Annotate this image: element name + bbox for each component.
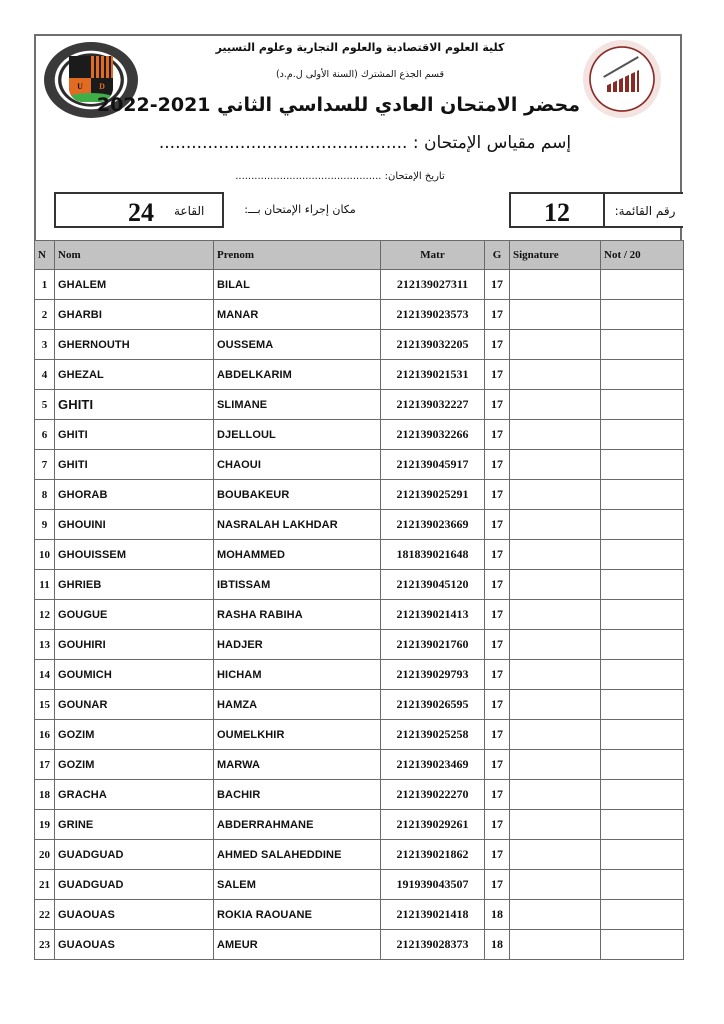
group-number: 17 <box>485 600 510 630</box>
group-number: 17 <box>485 330 510 360</box>
grade-cell[interactable] <box>601 630 684 660</box>
table-row <box>35 510 684 540</box>
row-number: 21 <box>35 870 55 900</box>
signature-cell[interactable] <box>510 420 601 450</box>
signature-cell[interactable] <box>510 930 601 960</box>
last-name: GHOUISSEM <box>55 540 214 570</box>
row-number: 9 <box>35 510 55 540</box>
first-name: SALEM <box>214 870 381 900</box>
table-row <box>35 870 684 900</box>
registration-number: 212139021531 <box>381 360 485 390</box>
signature-cell[interactable] <box>510 690 601 720</box>
table-row <box>35 900 684 930</box>
group-number: 17 <box>485 390 510 420</box>
table-row <box>35 540 684 570</box>
row-number: 23 <box>35 930 55 960</box>
signature-cell[interactable] <box>510 810 601 840</box>
last-name: GRACHA <box>55 780 214 810</box>
signature-cell[interactable] <box>510 510 601 540</box>
signature-cell[interactable] <box>510 750 601 780</box>
group-number: 17 <box>485 690 510 720</box>
grade-cell[interactable] <box>601 660 684 690</box>
signature-cell[interactable] <box>510 630 601 660</box>
table-row <box>35 630 684 660</box>
registration-number: 212139021413 <box>381 600 485 630</box>
row-number: 1 <box>35 270 55 300</box>
first-name: HADJER <box>214 630 381 660</box>
group-number: 17 <box>485 660 510 690</box>
registration-number: 212139032205 <box>381 330 485 360</box>
last-name: GUAOUAS <box>55 930 214 960</box>
registration-number: 212139021418 <box>381 900 485 930</box>
table-row <box>35 300 684 330</box>
group-number: 17 <box>485 420 510 450</box>
last-name: GHARBI <box>55 300 214 330</box>
first-name: CHAOUI <box>214 450 381 480</box>
grade-cell[interactable] <box>601 690 684 720</box>
list-number: 12 <box>544 198 570 227</box>
column-header-note: Not / 20 <box>601 241 684 270</box>
row-number: 17 <box>35 750 55 780</box>
first-name: OUSSEMA <box>214 330 381 360</box>
table-row <box>35 810 684 840</box>
first-name: BACHIR <box>214 780 381 810</box>
row-number: 15 <box>35 690 55 720</box>
registration-number: 212139029793 <box>381 660 485 690</box>
group-number: 17 <box>485 570 510 600</box>
signature-cell[interactable] <box>510 540 601 570</box>
first-name: RASHA RABIHA <box>214 600 381 630</box>
row-number: 5 <box>35 390 55 420</box>
grade-cell[interactable] <box>601 330 684 360</box>
registration-number: 212139026595 <box>381 690 485 720</box>
registration-number: 212139022270 <box>381 780 485 810</box>
row-number: 6 <box>35 420 55 450</box>
table-row <box>35 420 684 450</box>
grade-cell[interactable] <box>601 720 684 750</box>
table-row <box>35 720 684 750</box>
last-name: GHORAB <box>55 480 214 510</box>
last-name: GHERNOUTH <box>55 330 214 360</box>
last-name: GHALEM <box>55 270 214 300</box>
registration-number: 212139025291 <box>381 480 485 510</box>
registration-number: 212139032266 <box>381 420 485 450</box>
column-header-matr: Matr <box>381 241 485 270</box>
column-header-g: G <box>485 241 510 270</box>
last-name: GRINE <box>55 810 214 840</box>
table-row <box>35 480 684 510</box>
registration-number: 212139045917 <box>381 450 485 480</box>
row-number: 10 <box>35 540 55 570</box>
last-name: GUAOUAS <box>55 900 214 930</box>
department-name: قسم الجذع المشترك (السنة الأولى ل.م.د) <box>275 69 445 80</box>
grade-cell[interactable] <box>601 360 684 390</box>
signature-cell[interactable] <box>510 270 601 300</box>
group-number: 17 <box>485 810 510 840</box>
logo-shield: U D <box>69 56 113 102</box>
signature-cell[interactable] <box>510 600 601 630</box>
column-header-nom: Nom <box>55 241 214 270</box>
row-number: 16 <box>35 720 55 750</box>
last-name: GOUGUE <box>55 600 214 630</box>
registration-number: 212139023669 <box>381 510 485 540</box>
table-row <box>35 330 684 360</box>
group-number: 17 <box>485 480 510 510</box>
signature-cell[interactable] <box>510 720 601 750</box>
group-number: 17 <box>485 750 510 780</box>
first-name: HICHAM <box>214 660 381 690</box>
signature-cell[interactable] <box>510 300 601 330</box>
group-number: 17 <box>485 360 510 390</box>
last-name: GOUHIRI <box>55 630 214 660</box>
group-number: 17 <box>485 630 510 660</box>
last-name: GHITI <box>55 420 214 450</box>
signature-cell[interactable] <box>510 840 601 870</box>
registration-number: 212139032227 <box>381 390 485 420</box>
table-row <box>35 600 684 630</box>
hall-box <box>54 192 224 228</box>
table-row <box>35 270 684 300</box>
row-number: 12 <box>35 600 55 630</box>
table-header-row <box>35 241 684 270</box>
row-number: 22 <box>35 900 55 930</box>
grade-cell[interactable] <box>601 570 684 600</box>
last-name: GOUMICH <box>55 660 214 690</box>
group-number: 18 <box>485 930 510 960</box>
grade-cell[interactable] <box>601 870 684 900</box>
registration-number: 212139021862 <box>381 840 485 870</box>
hall-label: القاعة <box>174 204 205 218</box>
group-number: 17 <box>485 300 510 330</box>
registration-number: 191939043507 <box>381 870 485 900</box>
table-row <box>35 360 684 390</box>
grade-cell[interactable] <box>601 600 684 630</box>
row-number: 7 <box>35 450 55 480</box>
last-name: GUADGUAD <box>55 870 214 900</box>
row-number: 8 <box>35 480 55 510</box>
first-name: ABDELKARIM <box>214 360 381 390</box>
group-number: 17 <box>485 840 510 870</box>
group-number: 17 <box>485 270 510 300</box>
last-name: GHOUINI <box>55 510 214 540</box>
row-number: 3 <box>35 330 55 360</box>
last-name: GHEZAL <box>55 360 214 390</box>
table-row <box>35 660 684 690</box>
first-name: BOUBAKEUR <box>214 480 381 510</box>
group-number: 17 <box>485 870 510 900</box>
grade-cell[interactable] <box>601 840 684 870</box>
table-row <box>35 390 684 420</box>
first-name: ABDERRAHMANE <box>214 810 381 840</box>
row-number: 4 <box>35 360 55 390</box>
row-number: 14 <box>35 660 55 690</box>
signature-cell[interactable] <box>510 660 601 690</box>
row-number: 11 <box>35 570 55 600</box>
list-number-label: رقم القائمة: <box>614 204 676 218</box>
table-row <box>35 780 684 810</box>
last-name: GOZIM <box>55 750 214 780</box>
first-name: HAMZA <box>214 690 381 720</box>
first-name: ROKIA RAOUANE <box>214 900 381 930</box>
signature-cell[interactable] <box>510 570 601 600</box>
grade-cell[interactable] <box>601 420 684 450</box>
column-header-signature: Signature <box>510 241 601 270</box>
first-name: DJELLOUL <box>214 420 381 450</box>
grade-cell[interactable] <box>601 540 684 570</box>
registration-number: 212139028373 <box>381 930 485 960</box>
first-name: MOHAMMED <box>214 540 381 570</box>
last-name: GHRIEB <box>55 570 214 600</box>
grade-cell[interactable] <box>601 390 684 420</box>
signature-cell[interactable] <box>510 780 601 810</box>
registration-number: 212139025258 <box>381 720 485 750</box>
signature-cell[interactable] <box>510 360 601 390</box>
attendance-table <box>34 240 684 960</box>
signature-cell[interactable] <box>510 480 601 510</box>
table-row <box>35 750 684 780</box>
grade-cell[interactable] <box>601 900 684 930</box>
first-name: SLIMANE <box>214 390 381 420</box>
grade-cell[interactable] <box>601 780 684 810</box>
row-number: 13 <box>35 630 55 660</box>
exam-date-field: تاريخ الإمتحان: .............................................. <box>235 171 445 182</box>
exam-place-label: مكان إجراء الإمتحان بـــ: <box>244 203 356 216</box>
table-row <box>35 840 684 870</box>
column-header-prenom: Prenom <box>214 241 381 270</box>
first-name: MANAR <box>214 300 381 330</box>
group-number: 17 <box>485 450 510 480</box>
column-header-n: N <box>35 241 55 270</box>
registration-number: 212139027311 <box>381 270 485 300</box>
grade-cell[interactable] <box>601 480 684 510</box>
group-number: 18 <box>485 900 510 930</box>
grade-cell[interactable] <box>601 750 684 780</box>
last-name: GUADGUAD <box>55 840 214 870</box>
registration-number: 212139023469 <box>381 750 485 780</box>
registration-number: 212139045120 <box>381 570 485 600</box>
last-name: GHITI <box>55 450 214 480</box>
last-name: GOZIM <box>55 720 214 750</box>
signature-cell[interactable] <box>510 900 601 930</box>
first-name: NASRALAH LAKHDAR <box>214 510 381 540</box>
registration-number: 212139029261 <box>381 810 485 840</box>
signature-cell[interactable] <box>510 870 601 900</box>
row-number: 20 <box>35 840 55 870</box>
table-row <box>35 450 684 480</box>
row-number: 2 <box>35 300 55 330</box>
group-number: 17 <box>485 780 510 810</box>
table-row <box>35 690 684 720</box>
grade-cell[interactable] <box>601 810 684 840</box>
table-row <box>35 570 684 600</box>
last-name: GHITI <box>55 390 214 420</box>
first-name: IBTISSAM <box>214 570 381 600</box>
signature-cell[interactable] <box>510 330 601 360</box>
row-number: 19 <box>35 810 55 840</box>
registration-number: 181839021648 <box>381 540 485 570</box>
document-title: محضر الامتحان العادي للسداسي الثاني 2021-2022 <box>96 94 580 116</box>
faculty-logo-icon <box>583 40 661 118</box>
exam-subject-field: إسم مقياس الإمتحان : .............................................. <box>158 133 572 153</box>
last-name: GOUNAR <box>55 690 214 720</box>
first-name: AMEUR <box>214 930 381 960</box>
registration-number: 212139021760 <box>381 630 485 660</box>
row-number: 18 <box>35 780 55 810</box>
signature-cell[interactable] <box>510 390 601 420</box>
signature-cell[interactable] <box>510 450 601 480</box>
first-name: MARWA <box>214 750 381 780</box>
grade-cell[interactable] <box>601 510 684 540</box>
hall-number: 24 <box>128 198 154 227</box>
first-name: AHMED SALAHEDDINE <box>214 840 381 870</box>
group-number: 17 <box>485 720 510 750</box>
table-row <box>35 930 684 960</box>
first-name: BILAL <box>214 270 381 300</box>
grade-cell[interactable] <box>601 930 684 960</box>
faculty-name: كلية العلوم الاقتصادية والعلوم التجارية وعلوم التسيير <box>215 41 505 54</box>
list-number-box <box>509 192 683 228</box>
grade-cell[interactable] <box>601 300 684 330</box>
group-number: 17 <box>485 510 510 540</box>
grade-cell[interactable] <box>601 450 684 480</box>
group-number: 17 <box>485 540 510 570</box>
first-name: OUMELKHIR <box>214 720 381 750</box>
registration-number: 212139023573 <box>381 300 485 330</box>
grade-cell[interactable] <box>601 270 684 300</box>
